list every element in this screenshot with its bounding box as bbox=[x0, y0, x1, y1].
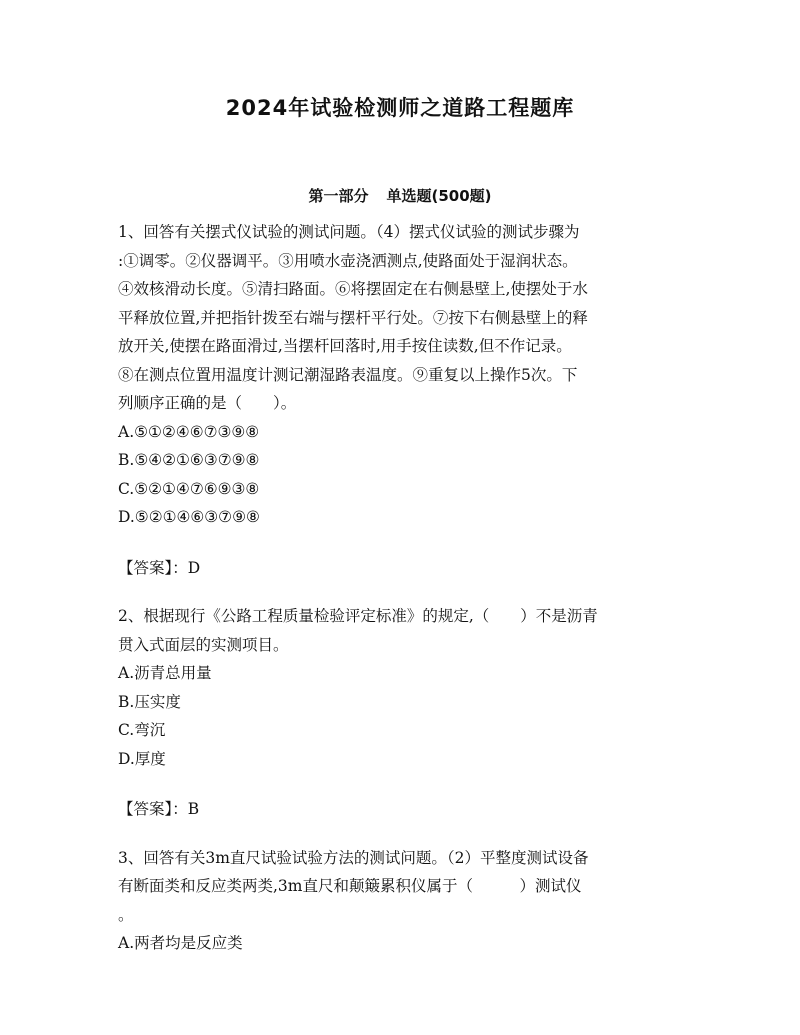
question-stem-line: 平释放位置,并把指针拨至右端与摆杆平行处。⑦按下右侧悬壁上的释 bbox=[118, 308, 588, 327]
question-2 bbox=[118, 602, 684, 824]
answer-line: 【答案】：D bbox=[118, 558, 201, 577]
question-stem-line: 放开关,使摆在路面滑过,当摆杆回落时,用手按住读数,但不作记录。 bbox=[118, 337, 572, 355]
question-stem-line: ④效核滑动长度。⑤清扫路面。⑥将摆固定在右侧悬壁上,使摆处于水 bbox=[118, 280, 588, 298]
question-stem-line: ⑧在测点位置用温度计测记潮湿路表温度。⑨重复以上操作5次。下 bbox=[118, 365, 578, 384]
section-name: 单选题(500题) bbox=[386, 187, 492, 205]
question-stem-line: 。 bbox=[118, 905, 134, 924]
question-3 bbox=[118, 844, 684, 958]
question-list bbox=[118, 218, 684, 958]
option-b: B.压实度 bbox=[118, 692, 181, 711]
option-d: D.⑤②①④⑥③⑦⑨⑧ bbox=[118, 508, 260, 526]
section-part: 第一部分 bbox=[308, 187, 369, 205]
question-stem-line: 有断面类和反应类两类,3m直尺和颠簸累积仪属于（ ）测试仪 bbox=[118, 877, 582, 895]
option-c: C.⑤②①④⑦⑥⑨③⑧ bbox=[118, 479, 260, 498]
question-stem-line: :①调零。②仪器调平。③用喷水壶浇洒测点,使路面处于湿润状态。 bbox=[118, 251, 578, 270]
option-a: A.两者均是反应类 bbox=[118, 934, 243, 952]
question-stem-line: 列顺序正确的是（ ）。 bbox=[118, 394, 297, 412]
question-1 bbox=[118, 218, 684, 582]
option-d: D.厚度 bbox=[118, 749, 166, 768]
option-c: C.弯沉 bbox=[118, 721, 166, 739]
option-a: A.沥青总用量 bbox=[118, 664, 212, 682]
section-heading bbox=[0, 185, 800, 206]
question-stem-line: 贯入式面层的实测项目。 bbox=[118, 635, 289, 654]
answer-line: 【答案】：B bbox=[118, 800, 200, 818]
question-stem-line: 3、回答有关3m直尺试验试验方法的测试问题。（2）平整度测试设备 bbox=[118, 848, 589, 867]
question-stem-line: 1、回答有关摆式仪试验的测试问题。（4）摆式仪试验的测试步骤为 bbox=[118, 223, 580, 241]
document-title: 2024年试验检测师之道路工程题库 bbox=[225, 96, 575, 120]
question-stem-line: 2、根据现行《公路工程质量检验评定标准》的规定,（ ）不是沥青 bbox=[118, 607, 598, 625]
option-a: A.⑤①②④⑥⑦③⑨⑧ bbox=[118, 422, 260, 441]
option-b: B.⑤④②①⑥③⑦⑨⑧ bbox=[118, 451, 260, 469]
